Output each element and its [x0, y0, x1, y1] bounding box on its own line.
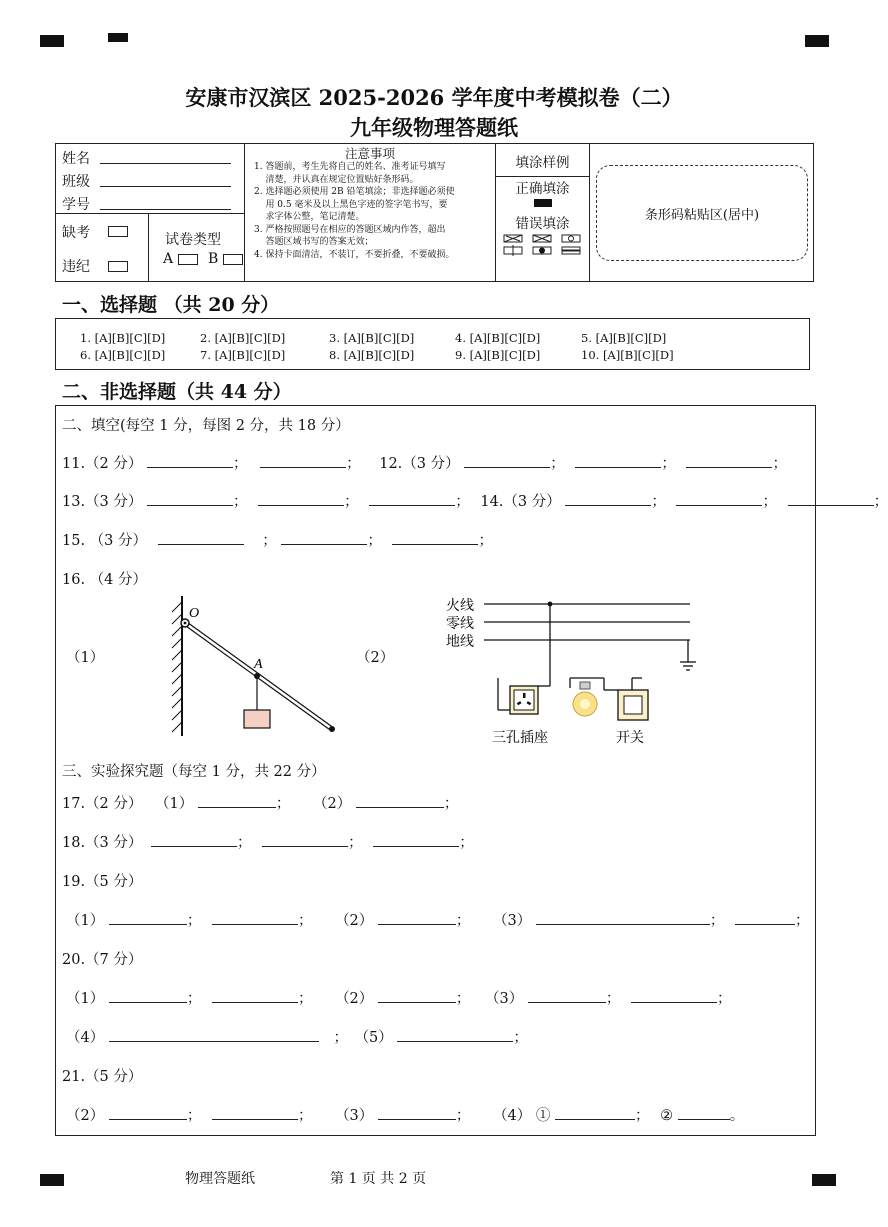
part-label: （5）	[354, 1030, 393, 1046]
section1-title: 一、选择题 （共 20 分）	[62, 294, 280, 316]
q12-label: 12.（3 分）	[379, 456, 460, 472]
neutral-wire-label: 零线	[446, 616, 474, 632]
answer-blank[interactable]	[686, 453, 772, 468]
choice-item[interactable]: 8. [A][B][C][D]	[329, 348, 415, 362]
experiment-heading: 三、实验探究题（每空 1 分，共 22 分）	[62, 764, 326, 780]
barcode-label: 条形码粘贴区(居中)	[644, 207, 760, 223]
q11-label: 11.（2 分）	[62, 456, 143, 472]
part-label: （4）	[66, 1030, 105, 1046]
answer-blank[interactable]	[109, 910, 187, 925]
ground-wire-label: 地线	[446, 634, 474, 650]
id-label: 学号	[62, 197, 90, 213]
absent-label: 缺考	[62, 225, 90, 241]
notice-item: 清楚，并认真在规定位置贴好条形码。	[254, 174, 419, 185]
choice-item[interactable]: 10. [A][B][C][D]	[581, 348, 674, 362]
circled-two: ②	[660, 1108, 674, 1124]
name-label: 姓名	[62, 151, 90, 167]
wrong-fill-samples	[502, 232, 584, 258]
answer-blank[interactable]	[464, 453, 550, 468]
type-b-label: B	[208, 251, 219, 267]
choice-item[interactable]: 6. [A][B][C][D]	[80, 348, 166, 362]
notice-item: 4. 保持卡面清洁，不装订，不要折叠，不要破损。	[254, 249, 455, 260]
notice-item: 2. 选择题必须使用 2B 铅笔填涂；非选择题必须使	[254, 187, 455, 197]
answer-blank[interactable]	[378, 910, 456, 925]
registration-mark	[812, 1174, 836, 1186]
fill-heading: 二、填空(每空 1 分，每图 2 分，共 18 分）	[62, 418, 350, 434]
notice-item: 答题区域书写的答案无效；	[254, 237, 374, 247]
registration-mark	[805, 35, 829, 47]
registration-mark	[108, 33, 128, 42]
wrong-fill-label: 错误填涂	[515, 216, 570, 232]
part-label: （2）	[335, 913, 374, 929]
correct-fill-label: 正确填涂	[515, 181, 570, 197]
answer-blank[interactable]	[212, 988, 298, 1003]
q19-label: 19.（5 分）	[62, 874, 143, 890]
q16-label: 16. （4 分）	[62, 572, 148, 588]
answer-blank[interactable]	[555, 1105, 635, 1120]
figure1-label: （1）	[66, 650, 105, 666]
part-label: （1）	[66, 991, 105, 1007]
part-label: （3）	[485, 991, 524, 1007]
class-label: 班级	[62, 174, 90, 190]
answer-blank[interactable]	[147, 453, 233, 468]
notice-item: 1. 答题前，考生先将自己的姓名、准考证号填写	[254, 162, 446, 172]
lever-diagram	[160, 592, 350, 742]
answer-blank[interactable]	[631, 988, 717, 1003]
switch-label: 开关	[616, 730, 644, 746]
id-field[interactable]	[100, 209, 231, 210]
violation-label: 违纪	[62, 259, 90, 275]
part-label: （4）	[493, 1108, 532, 1124]
answer-blank[interactable]	[281, 530, 367, 545]
choice-item[interactable]: 9. [A][B][C][D]	[455, 348, 541, 362]
answer-blank[interactable]	[735, 910, 795, 925]
notice-item: 求字体公整，笔记清楚。	[254, 212, 365, 222]
choice-item[interactable]: 3. [A][B][C][D]	[329, 331, 415, 345]
footer-page: 第 1 页 共 2 页	[330, 1171, 427, 1187]
choice-item[interactable]: 4. [A][B][C][D]	[455, 331, 541, 345]
part-label: （2）	[335, 991, 374, 1007]
part-label: （2）	[66, 1108, 105, 1124]
type-a-checkbox[interactable]	[178, 254, 198, 265]
registration-mark	[40, 1174, 64, 1186]
type-b-checkbox[interactable]	[223, 254, 243, 265]
part-label: （3）	[335, 1108, 374, 1124]
answer-blank[interactable]	[392, 530, 478, 545]
answer-blank[interactable]	[676, 491, 762, 506]
circuit-diagram	[440, 592, 710, 752]
answer-blank[interactable]	[565, 491, 651, 506]
answer-blank[interactable]	[378, 1105, 456, 1120]
part-label: （2）	[312, 796, 352, 812]
answer-blank[interactable]	[536, 910, 710, 925]
q17-label: 17.（2 分）	[62, 796, 143, 812]
choice-item[interactable]: 2. [A][B][C][D]	[200, 331, 286, 345]
q14-label: 14.（3 分）	[480, 494, 561, 510]
q18-label: 18.（3 分）	[62, 835, 143, 851]
answer-blank[interactable]	[575, 453, 661, 468]
live-wire-label: 火线	[446, 598, 474, 614]
answer-blank[interactable]	[212, 1105, 298, 1120]
point-a-label: A	[254, 657, 263, 672]
q20-label: 20.（7 分）	[62, 952, 143, 968]
answer-blank[interactable]	[262, 832, 348, 847]
answer-blank[interactable]	[528, 988, 606, 1003]
choice-item[interactable]: 5. [A][B][C][D]	[581, 331, 667, 345]
part-label: （3）	[493, 913, 532, 929]
answer-blank[interactable]	[212, 910, 298, 925]
answer-blank[interactable]	[109, 988, 187, 1003]
choice-item[interactable]: 1. [A][B][C][D]	[80, 331, 166, 345]
choice-panel	[55, 318, 810, 370]
part-label: （1）	[66, 913, 105, 929]
choice-item[interactable]: 7. [A][B][C][D]	[200, 348, 286, 362]
type-a-label: A	[163, 251, 174, 267]
answer-blank[interactable]	[109, 1105, 187, 1120]
q15-label: 15. （3 分）	[62, 533, 148, 549]
answer-blank[interactable]	[198, 793, 276, 808]
notice-item: 3. 严格按照题号在相应的答题区域内作答，超出	[254, 224, 446, 235]
point-o-label: O	[189, 606, 200, 621]
answer-blank[interactable]	[260, 453, 346, 468]
section2-title: 二、非选择题（共 44 分）	[62, 381, 292, 403]
notice-title: 注意事项	[344, 146, 395, 161]
fill-example-title: 填涂样例	[515, 155, 570, 171]
answer-blank[interactable]	[678, 1105, 730, 1120]
registration-mark	[40, 35, 64, 47]
figure2-label: （2）	[356, 650, 395, 666]
answer-blank[interactable]	[356, 793, 444, 808]
correct-fill-sample	[534, 199, 552, 207]
answer-blank[interactable]	[147, 491, 233, 506]
answer-blank[interactable]	[109, 1027, 319, 1042]
answer-blank[interactable]	[397, 1027, 513, 1042]
violation-checkbox[interactable]	[108, 261, 128, 272]
paper-type-label: 试卷类型	[165, 232, 221, 248]
answer-blank[interactable]	[151, 832, 237, 847]
answer-blank[interactable]	[378, 988, 456, 1003]
answer-blank[interactable]	[158, 530, 244, 545]
part-label: （1）	[155, 796, 194, 812]
answer-blank[interactable]	[369, 491, 455, 506]
answer-blank[interactable]	[258, 491, 344, 506]
circled-one: ①	[535, 1108, 551, 1124]
footer-title: 物理答题纸	[185, 1171, 255, 1187]
notice-item: 用 0.5 毫米及以上黑色字迹的签字笔书写，要	[254, 199, 448, 210]
notice-list	[254, 161, 494, 261]
absent-checkbox[interactable]	[108, 226, 128, 237]
answer-blank[interactable]	[373, 832, 459, 847]
socket-label: 三孔插座	[492, 730, 548, 746]
class-field[interactable]	[100, 186, 231, 187]
q13-label: 13.（3 分）	[62, 494, 143, 510]
page-subtitle: 九年级物理答题纸	[350, 115, 518, 140]
answer-blank[interactable]	[788, 491, 874, 506]
barcode-area	[596, 165, 808, 261]
q21-label: 21.（5 分）	[62, 1069, 143, 1085]
name-field[interactable]	[100, 163, 231, 164]
page-title: 安康市汉滨区 2025-2026 学年度中考模拟卷（二）	[185, 85, 683, 110]
